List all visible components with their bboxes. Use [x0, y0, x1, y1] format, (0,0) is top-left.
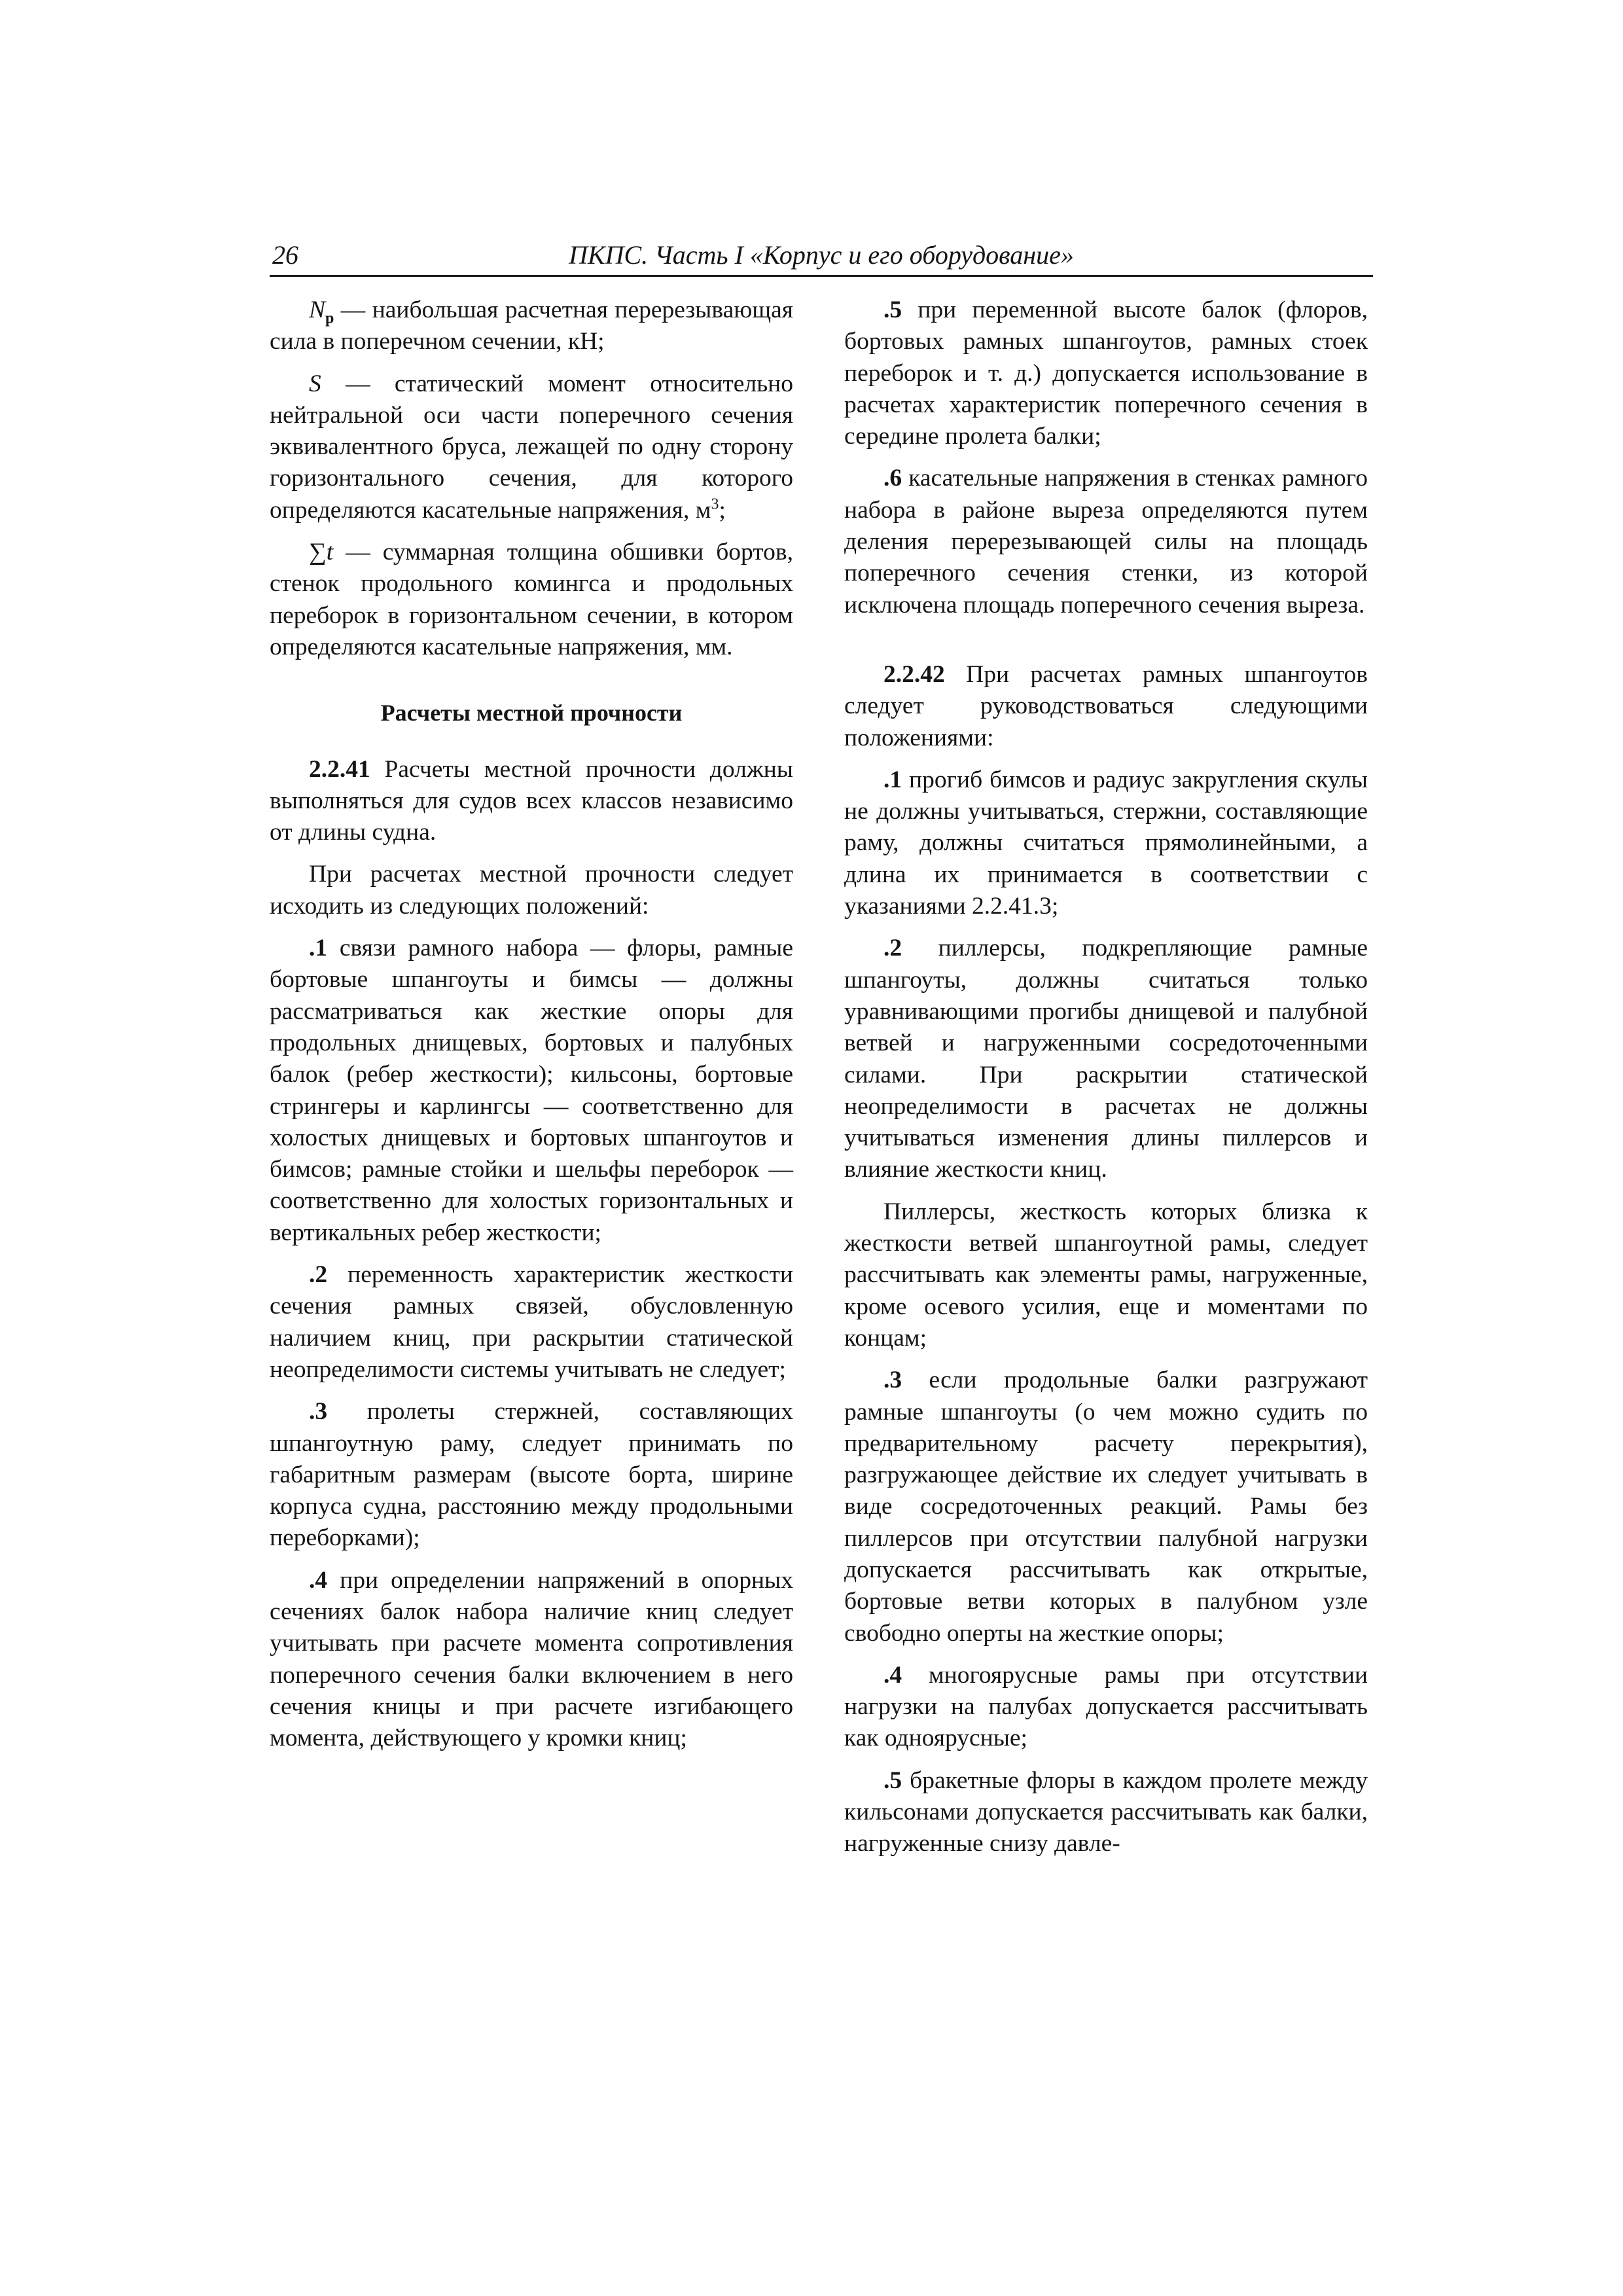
clause-text: Расчеты местной прочности должны выполняться для судов всех классов независимо от длины судна.	[270, 755, 793, 846]
intro-paragraph: При расчетах местной прочности следует исходить из следующих положений:	[270, 861, 793, 920]
item-text: если продольные балки разгружают рамные шпангоуты (о чем можно судить по предварительному расчету перекрытия), разгружающее действие их следует учитывать в виде сосредоточенных реакций. Рамы без пиллерсов при отсутствии палубной нагрузки допускается рассчитывать как открытые, бортовые ветви которых в палубном узле свободно оперты на жесткие опоры;	[844, 1367, 1368, 1647]
symbol-sum-t: ∑t	[309, 539, 334, 566]
list-item	[844, 1660, 1368, 1755]
list-item	[844, 463, 1368, 620]
item-number: .5	[883, 296, 902, 323]
list-item	[270, 933, 793, 1249]
item-number: .3	[309, 1398, 328, 1426]
definition-s-text: — статический момент относительно нейтральной оси части поперечного сечения эквивалентного бруса, лежащей по одну сторону горизонтального сечения, для которого определяются касательные напряжения, м	[270, 370, 793, 524]
list-item	[844, 1365, 1368, 1649]
item-number: .4	[883, 1661, 902, 1689]
item-text: касательные напряжения в стенках рамного набора в районе выреза определяются путем деления перерезывающей силы на площадь поперечного сечения стенки, из которой исключена площадь поперечного сечения выреза.	[844, 465, 1368, 619]
symbol-np-subscript: p	[325, 310, 334, 327]
paragraph-2-2-41	[270, 754, 793, 849]
item-text: при переменной высоте балок (флоров, бортовых рамных шпангоутов, рамных стоек переборок и т. д.) допускается использование в расчетах характеристик поперечного сечения в середине пролета балки;	[844, 296, 1368, 450]
list-item	[844, 764, 1368, 922]
item-number: .5	[883, 1767, 902, 1794]
item-text: при определении напряжений в опорных сечениях балок набора наличие книц следует учитывать при расчете момента сопротивления поперечного сечения балки включением в него сечения кницы и при расчете изгибающего момента, действующего у кромки книц;	[270, 1566, 793, 1752]
definition-s	[270, 368, 793, 526]
item-text: пролеты стержней, составляющих шпангоутную раму, следует принимать по габаритным размерам (высоте борта, ширине корпуса судна, расстоянию между продольными переборками);	[270, 1398, 793, 1552]
list-item	[270, 1396, 793, 1554]
list-item	[844, 933, 1368, 1185]
item-number: .6	[883, 465, 902, 492]
item-text: переменность характеристик жесткости сечения рамных связей, обусловленную наличием книц, при раскрытии статической неопределимости системы учитывать не следует;	[270, 1261, 793, 1383]
item-text: связи рамного набора — флоры, рамные бортовые шпангоуты и бимсы — должны рассматриваться как жесткие опоры для продольных днищевых, бортовых и палубных балок (ребер жесткости); кильсоны, бортовые стрингеры и карлингсы — соответственно для холостых днищевых и бортовых шпангоутов и бимсов; рамные стойки и шельфы переборок — соответственно для холостых горизонтальных и вертикальных ребер жесткости;	[270, 935, 793, 1246]
left-column	[270, 295, 793, 1765]
clause-number: 2.2.42	[883, 660, 945, 688]
list-item	[270, 1259, 793, 1386]
section-heading: Расчеты местной прочности	[380, 700, 683, 726]
item-number: .2	[309, 1261, 328, 1289]
pillars-paragraph: Пиллерсы, жесткость которых близка к жесткости ветвей шпангоутной рамы, следует рассчитывать как элементы рамы, нагруженные, кроме осевого усилия, еще и моментами по концам;	[844, 1198, 1368, 1352]
unit-superscript: 3	[711, 495, 719, 513]
symbol-s: S	[309, 370, 321, 397]
definition-np	[270, 295, 793, 358]
definition-s-end: ;	[719, 496, 726, 524]
item-number: .4	[309, 1566, 328, 1594]
item-text: бракетные флоры в каждом пролете между кильсонами допускается рассчитывать как балки, нагруженные снизу давле-	[844, 1767, 1368, 1857]
page-number: 26	[272, 240, 298, 270]
definition-t-text: — суммарная толщина обшивки бортов, стенок продольного комингса и продольных переборок в горизонтальном сечении, в котором определяются касательные напряжения, мм.	[270, 539, 793, 660]
right-column	[844, 295, 1368, 1871]
paragraph-2-2-42	[844, 659, 1368, 754]
item-number: .1	[883, 766, 902, 793]
page-header	[270, 234, 1373, 277]
list-item	[844, 295, 1368, 452]
clause-number: 2.2.41	[309, 755, 370, 783]
item-number: .1	[309, 935, 328, 962]
list-item	[270, 1565, 793, 1755]
item-text: многоярусные рамы при отсутствии нагрузки на палубах допускается рассчитывать как одноярусные;	[844, 1661, 1368, 1752]
running-title: ПКПС. Часть I «Корпус и его оборудование»	[569, 240, 1074, 270]
item-text: прогиб бимсов и радиус закругления скулы не должны учитываться, стержни, составляющие раму, должны считаться прямолинейными, а длина их принимается в соответствии с указаниями 2.2.41.3;	[844, 766, 1368, 920]
clause-text: При расчетах рамных шпангоутов следует руководствоваться следующими положениями:	[844, 660, 1368, 751]
item-number: .2	[883, 935, 902, 962]
definition-np-text: — наибольшая расчетная перерезывающая сила в поперечном сечении, кН;	[270, 296, 793, 355]
list-item	[844, 1765, 1368, 1860]
item-number: .3	[883, 1367, 902, 1394]
definition-t	[270, 537, 793, 663]
item-text: пиллерсы, подкрепляющие рамные шпангоуты, должны считаться только уравнивающими прогибы днищевой и палубной ветвей и нагруженными сосредоточенными силами. При раскрытии статической неопределимости в расчетах не должны учитываться изменения длины пиллерсов и влияние жесткости книц.	[844, 935, 1368, 1183]
symbol-np: N	[309, 296, 326, 323]
